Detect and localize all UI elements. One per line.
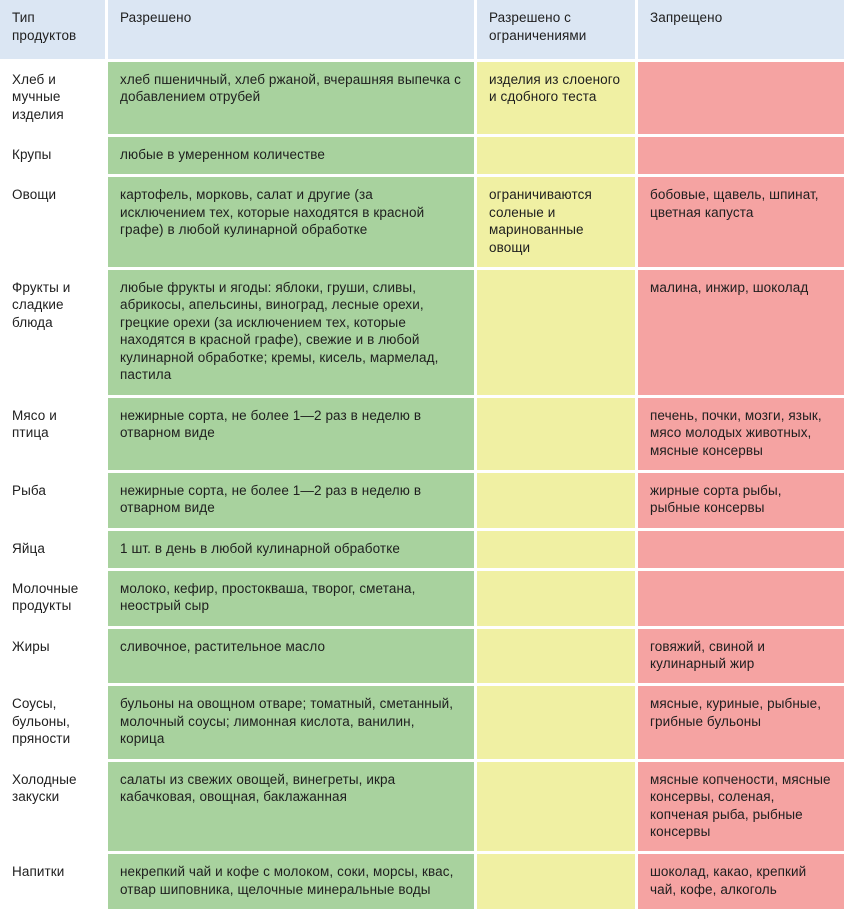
limited-cell — [477, 854, 635, 909]
allowed-cell: молоко, кефир, простокваша, творог, сметана, неострый сыр — [108, 571, 474, 626]
product-type-cell: Крупы — [0, 137, 105, 174]
product-type-cell: Хлеб и мучные изделия — [0, 62, 105, 134]
allowed-cell: 1 шт. в день в любой кулинарной обработке — [108, 531, 474, 568]
limited-cell — [477, 473, 635, 528]
header-allowed: Разрешено — [108, 0, 474, 59]
product-type-cell: Яйца — [0, 531, 105, 568]
product-type-cell: Мясо и птица — [0, 398, 105, 470]
allowed-cell: некрепкий чай и кофе с молоком, соки, морсы, квас, отвар шиповника, щелочные минеральные воды — [108, 854, 474, 909]
allowed-cell: хлеб пшеничный, хлеб ржаной, вчерашняя выпечка с добавлением отрубей — [108, 62, 474, 134]
product-type-cell: Овощи — [0, 177, 105, 267]
allowed-cell: любые фрукты и ягоды: яблоки, груши, сливы, абрикосы, апельсины, виноград, лесные орехи, грецкие орехи (за исключением тех, которые находятся в красной графе), свежие и в любой кулинарной обработке; кремы, кисель, мармелад, пастила — [108, 270, 474, 395]
forbidden-cell: малина, инжир, шоколад — [638, 270, 844, 395]
forbidden-cell — [638, 62, 844, 134]
allowed-cell: любые в умеренном количестве — [108, 137, 474, 174]
forbidden-cell: жирные сорта рыбы, рыбные консервы — [638, 473, 844, 528]
forbidden-cell — [638, 571, 844, 626]
forbidden-cell: мясные, куриные, рыбные, грибные бульоны — [638, 686, 844, 758]
product-type-cell: Жиры — [0, 629, 105, 684]
forbidden-cell: мясные копчености, мясные консервы, соленая, копченая рыба, рыбные консервы — [638, 762, 844, 852]
limited-cell — [477, 531, 635, 568]
limited-cell — [477, 686, 635, 758]
product-type-cell: Рыба — [0, 473, 105, 528]
product-type-cell: Соусы, бульоны, пряности — [0, 686, 105, 758]
allowed-cell: нежирные сорта, не более 1—2 раз в неделю в отварном виде — [108, 398, 474, 470]
product-type-cell: Молочные продукты — [0, 571, 105, 626]
allowed-cell: салаты из свежих овощей, винегреты, икра кабачковая, овощная, баклажанная — [108, 762, 474, 852]
forbidden-cell: говяжий, свиной и кулинарный жир — [638, 629, 844, 684]
limited-cell — [477, 270, 635, 395]
limited-cell: изделия из слоеного и сдобного теста — [477, 62, 635, 134]
allowed-cell: нежирные сорта, не более 1—2 раз в неделю в отварном виде — [108, 473, 474, 528]
forbidden-cell: печень, почки, мозги, язык, мясо молодых животных, мясные консервы — [638, 398, 844, 470]
allowed-cell: сливочное, растительное масло — [108, 629, 474, 684]
allowed-cell: бульоны на овощном отваре; томатный, сметанный, молочный соусы; лимонная кислота, ванилин, корица — [108, 686, 474, 758]
limited-cell: ограничиваются соленые и маринованные овощи — [477, 177, 635, 267]
limited-cell — [477, 629, 635, 684]
header-limited: Разрешено с ограничениями — [477, 0, 635, 59]
header-product-type: Тип продуктов — [0, 0, 105, 59]
limited-cell — [477, 137, 635, 174]
product-type-cell: Напитки — [0, 854, 105, 909]
product-type-cell: Холодные закуски — [0, 762, 105, 852]
forbidden-cell: шоколад, какао, крепкий чай, кофе, алкоголь — [638, 854, 844, 909]
header-forbidden: Запрещено — [638, 0, 844, 59]
product-type-cell: Фрукты и сладкие блюда — [0, 270, 105, 395]
limited-cell — [477, 398, 635, 470]
forbidden-cell — [638, 137, 844, 174]
forbidden-cell — [638, 531, 844, 568]
limited-cell — [477, 571, 635, 626]
allowed-cell: картофель, морковь, салат и другие (за исключением тех, которые находятся в красной графе) в любой кулинарной обработке — [108, 177, 474, 267]
forbidden-cell: бобовые, щавель, шпинат, цветная капуста — [638, 177, 844, 267]
limited-cell — [477, 762, 635, 852]
